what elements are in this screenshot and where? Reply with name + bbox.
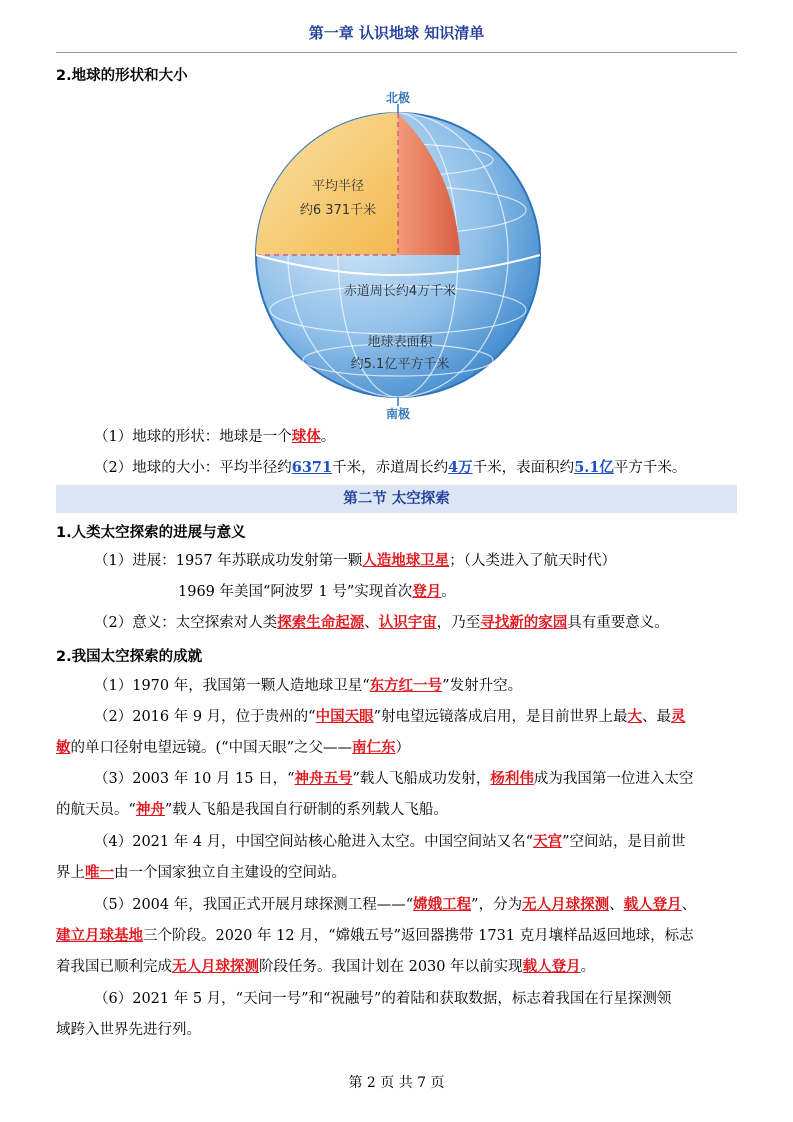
china-p4-line1: （4）2021 年 4 月，中国空间站核心舱进入太空。中国空间站又名“天宫”空间站，是目前世 — [94, 833, 686, 850]
page-footer: 第 2 页 共 7 页 — [348, 1075, 445, 1091]
china-p4-line2: 界上唯一由一个国家独立自主建设的空间站。 — [56, 864, 346, 881]
equator-label: 赤道周长约4万千米 — [343, 284, 457, 299]
area-label-1: 地球表面积 — [367, 335, 433, 350]
south-pole-label: 南极 — [385, 407, 411, 420]
globe-figure — [250, 90, 550, 420]
china-p2-line2: 敏的单口径射电望远镜。(“中国天眼”之父——南仁东） — [56, 739, 410, 756]
section-title-china: 2.我国太空探索的成就 — [56, 649, 203, 665]
china-p5-line1: （5）2004 年，我国正式开展月球探测工程——“嫦娥工程”，分为无人月球探测、载人登月、 — [94, 896, 697, 913]
china-p6-line2: 域跨入世界先进行列。 — [56, 1022, 201, 1038]
page-header: 第一章 认识地球 知识清单 — [56, 22, 737, 53]
china-p3-line2: 的航天员。“神舟”载人飞船是我国自行研制的系列载人飞船。 — [56, 801, 448, 818]
section-title-shape: 2.地球的形状和大小 — [56, 68, 188, 84]
section-title-progress: 1.人类太空探索的进展与意义 — [56, 525, 246, 541]
area-label-2: 约5.1亿平方千米 — [350, 357, 450, 372]
north-pole-label: 北极 — [385, 91, 411, 105]
china-p6-line1: （6）2021 年 5 月，“天问一号”和“祝融号”的着陆和获取数据，标志着我国在行星探测领 — [94, 991, 672, 1007]
china-p5-line2: 建立月球基地三个阶段。2020 年 12 月，“嫦娥五号”返回器携带 1731 克月壤样品返回地球，标志 — [56, 927, 694, 944]
progress-line-2: 1969 年美国“阿波罗 1 号”实现首次登月。 — [178, 583, 456, 600]
progress-line-3: （2）意义：太空探索对人类探索生命起源、认识宇宙，乃至寻找新的家园具有重要意义。 — [94, 614, 669, 631]
shape-line-1: （1）地球的形状：地球是一个球体。 — [94, 428, 336, 445]
china-p1: （1）1970 年，我国第一颗人造地球卫星“东方红一号”发射升空。 — [94, 677, 523, 694]
section-band: 第二节 太空探索 — [56, 485, 737, 513]
radius-label-2: 约6 371千米 — [299, 203, 377, 218]
shape-line-2: （2）地球的大小：平均半径约6371千米，赤道周长约4万千米，表面积约5.1亿平方千米。 — [94, 459, 687, 476]
china-p2-line1: （2）2016 年 9 月，位于贵州的“中国天眼”射电望远镜落成启用，是目前世界上最大、最灵 — [94, 708, 686, 725]
china-p3-line1: （3）2003 年 10 月 15 日，“神舟五号”载人飞船成功发射，杨利伟成为我国第一位进入太空 — [94, 770, 694, 787]
radius-label-1: 平均半径 — [311, 179, 365, 194]
progress-line-1: （1）进展：1957 年苏联成功发射第一颗人造地球卫星；（人类进入了航天时代） — [94, 552, 616, 569]
china-p5-line3: 着我国已顺利完成无人月球探测阶段任务。我国计划在 2030 年以前实现载人登月。 — [56, 958, 596, 975]
